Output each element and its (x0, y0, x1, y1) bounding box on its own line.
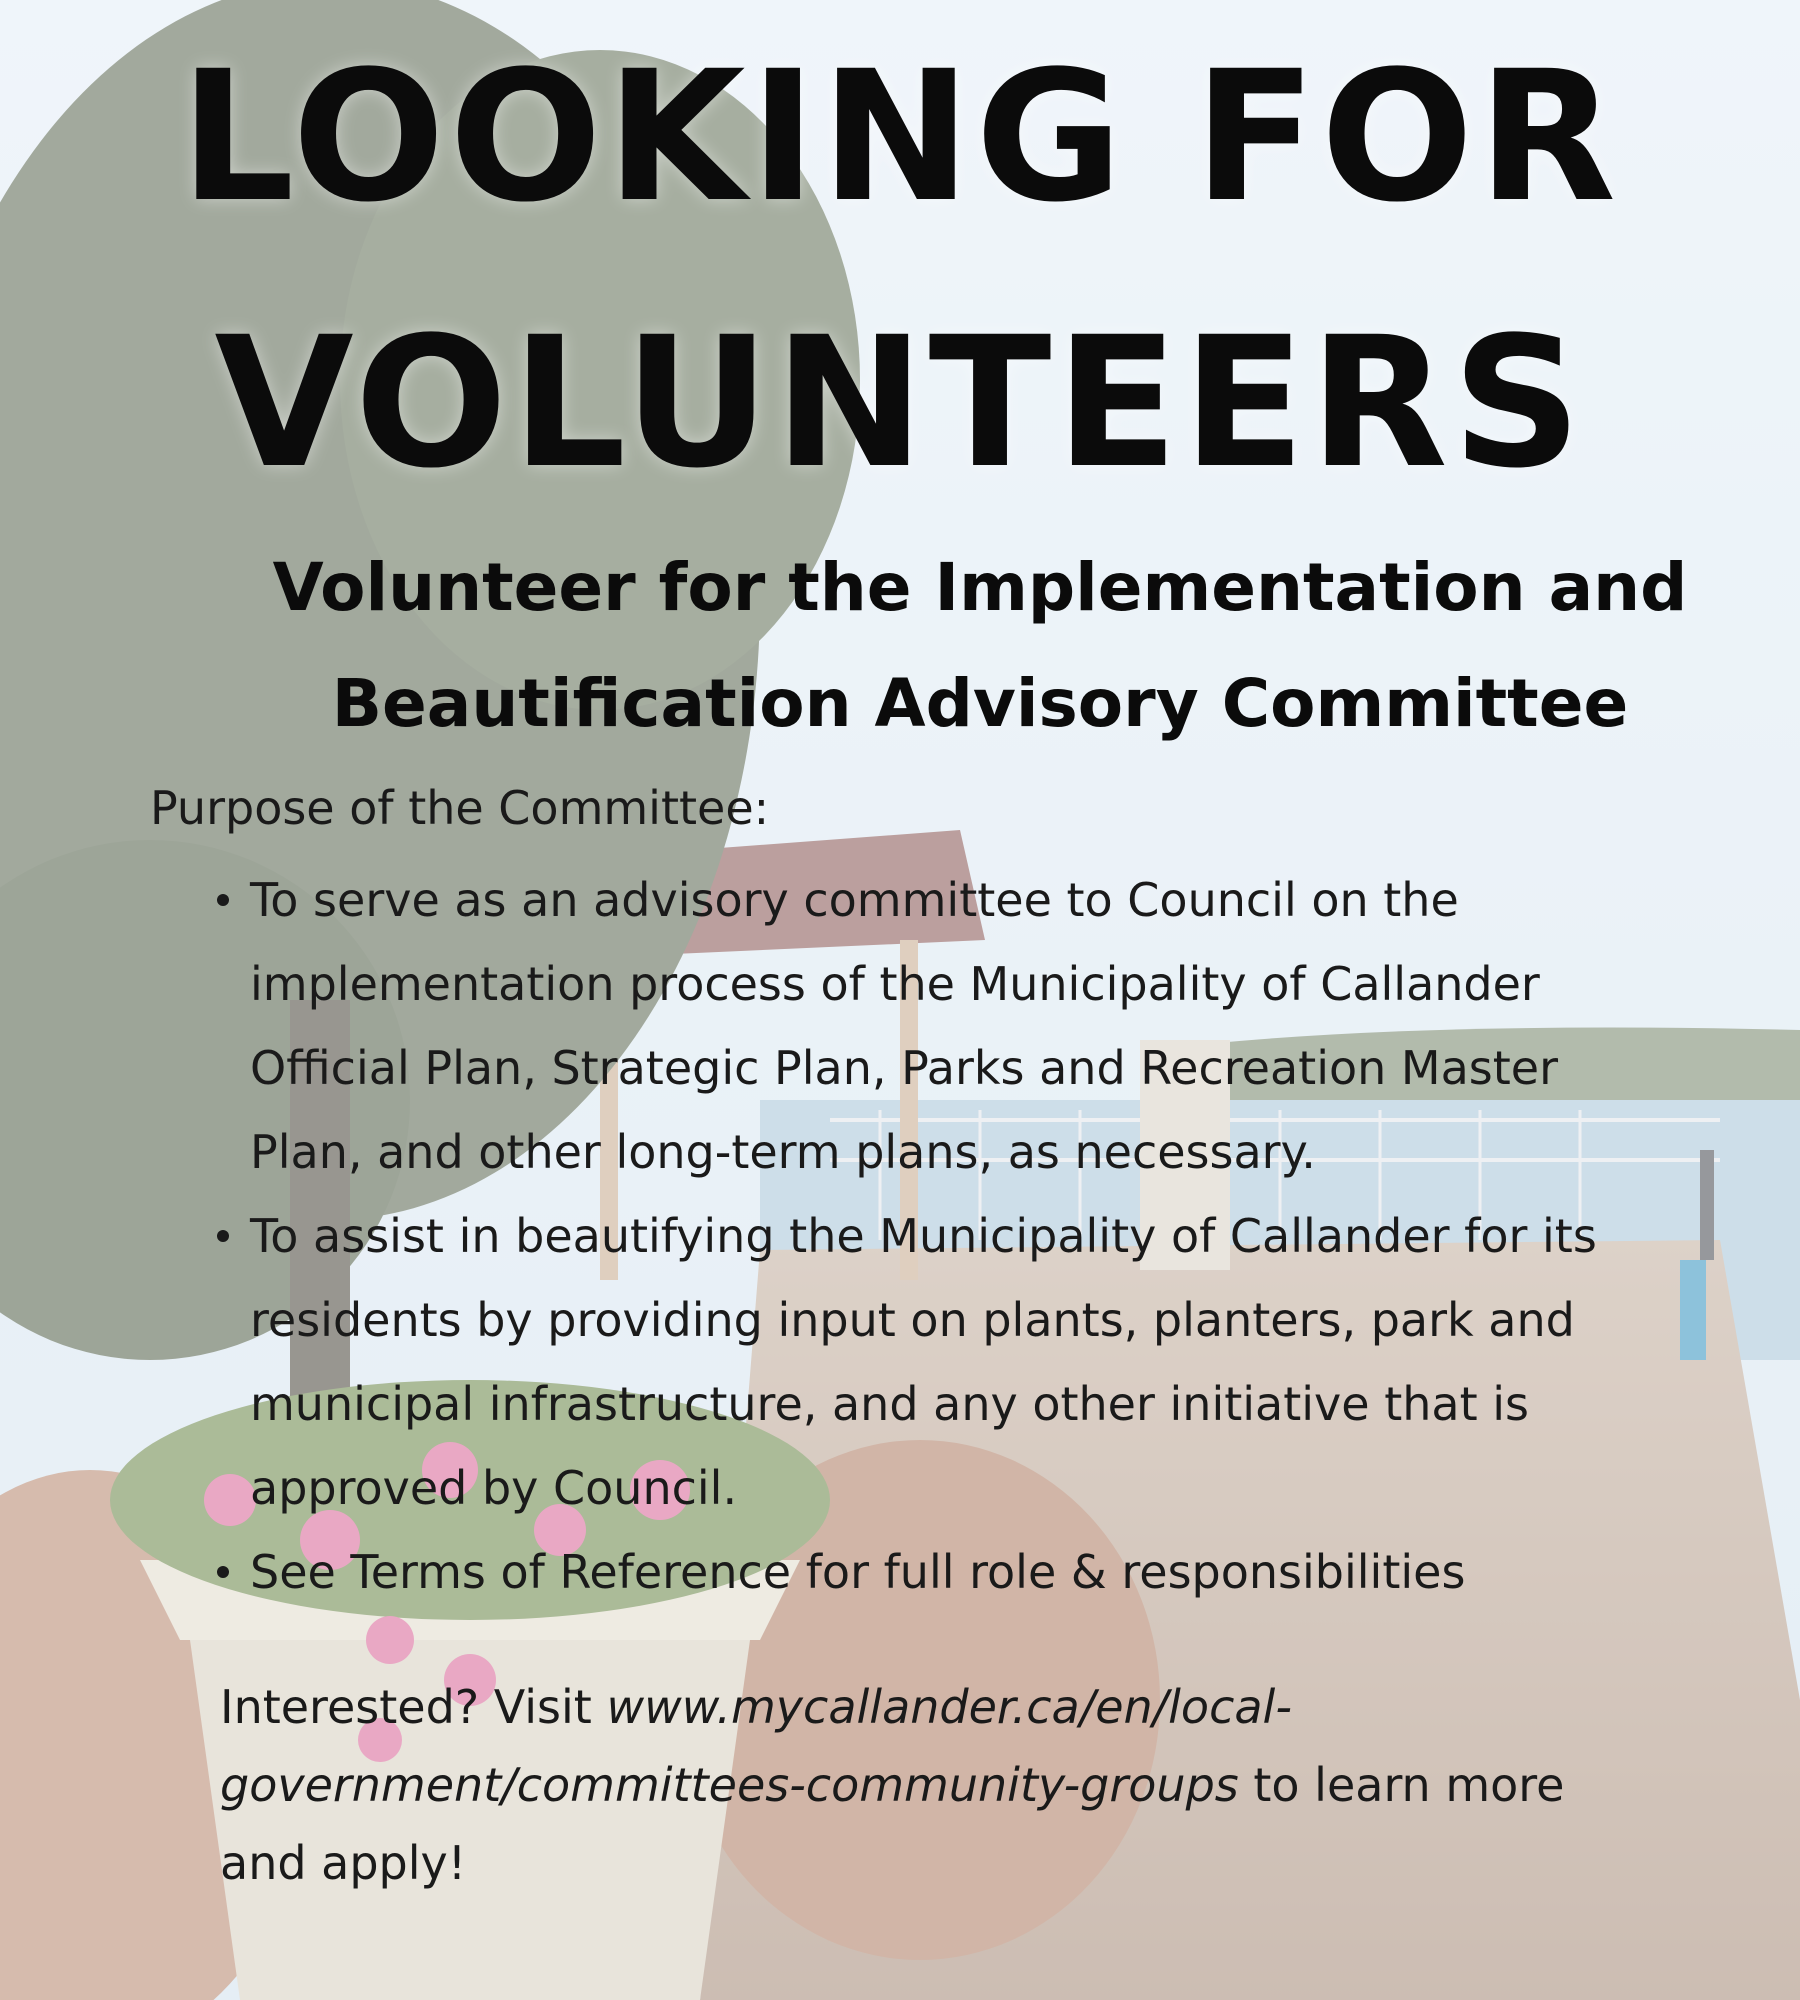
committee-website-link[interactable]: www.mycallander.ca/en/local-government/committees-community-groups (220, 1680, 1292, 1812)
cta-suffix: to learn more and apply! (220, 1758, 1565, 1890)
purpose-heading: Purpose of the Committee: (150, 781, 770, 835)
cta-prefix: Interested? Visit (220, 1680, 607, 1734)
subtitle-line-2: Beautification Advisory Committee (331, 665, 1629, 742)
headline-line-1: LOOKING FOR (179, 33, 1621, 242)
subtitle-line-1: Volunteer for the Implementation and (272, 549, 1688, 626)
purpose-list (205, 858, 1680, 1614)
purpose-item: To serve as an advisory committee to Council on the implementation process of the Municipality of Callander Official Plan, Strategic Plan, Parks and Recreation Master Plan, and other long-term plans, as necessary. (250, 858, 1680, 1194)
purpose-item: See Terms of Reference for full role & responsibilities (250, 1530, 1680, 1614)
subtitle (200, 530, 1760, 762)
call-to-action (220, 1668, 1580, 1902)
purpose-item: To assist in beautifying the Municipality of Callander for its residents by providing input on plants, planters, park and municipal infrastructure, and any other initiative that is approved by Council. (250, 1194, 1680, 1530)
headline-line-2: VOLUNTEERS (214, 299, 1586, 508)
